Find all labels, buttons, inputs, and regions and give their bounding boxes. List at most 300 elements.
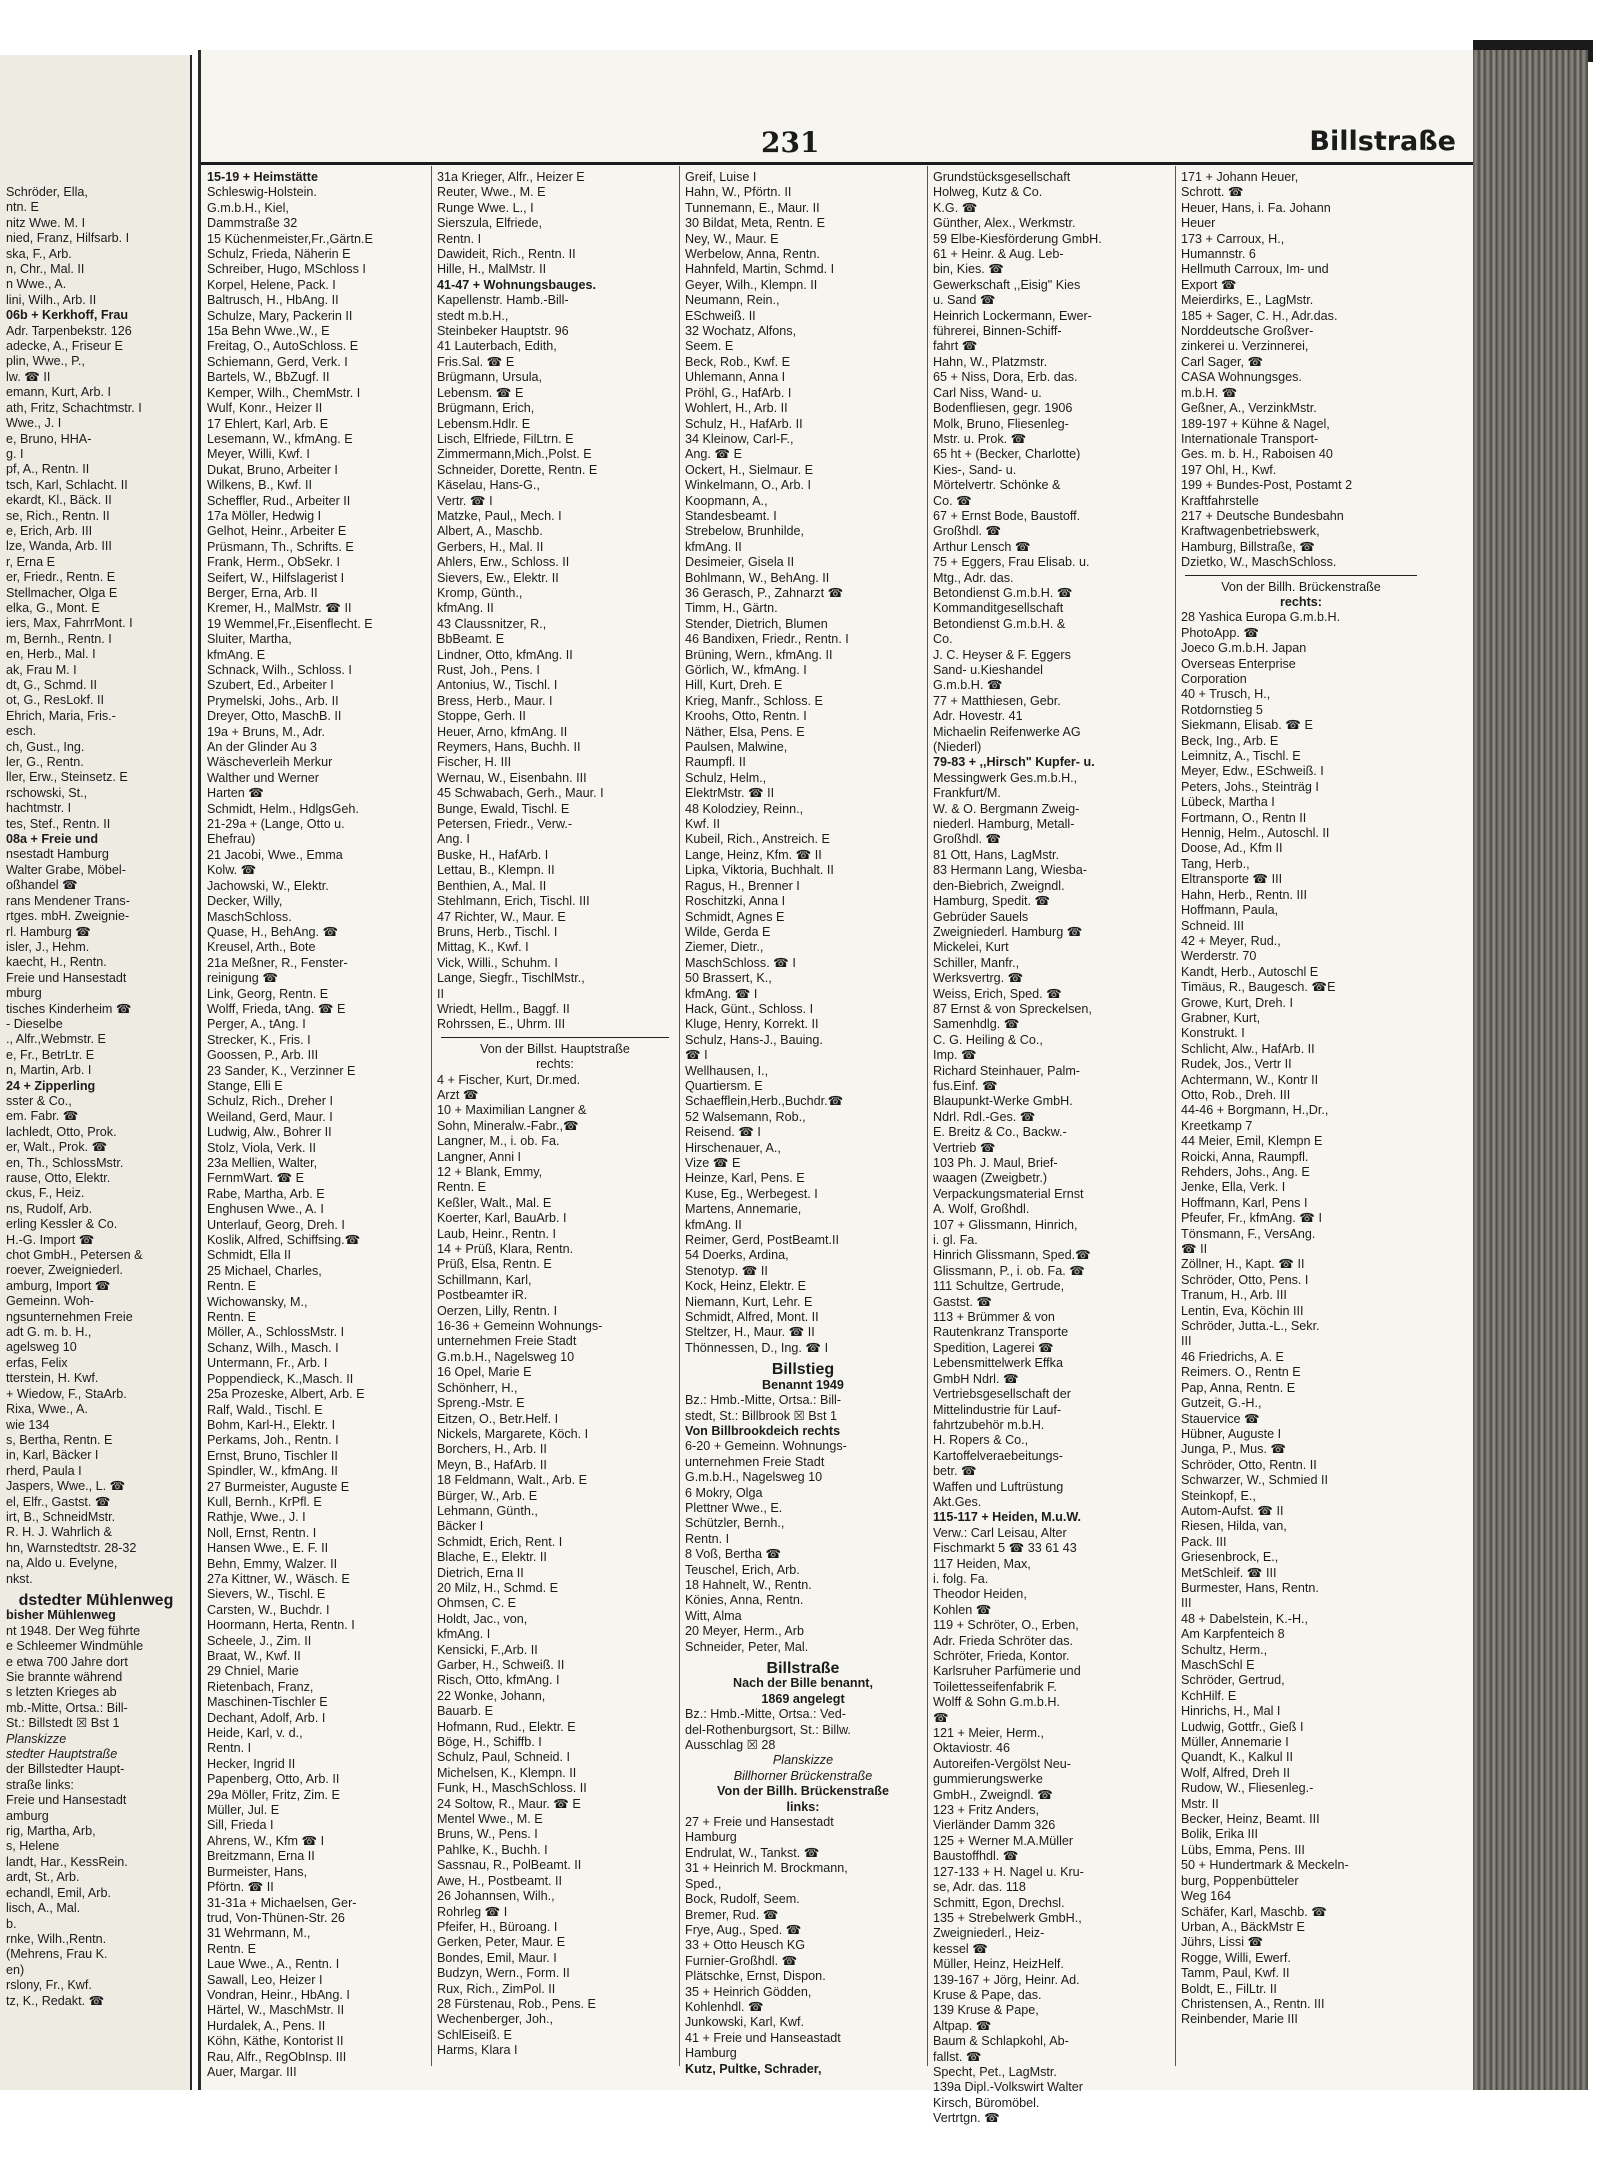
directory-entry: Meyn, B., HafArb. II: [437, 1457, 547, 1472]
directory-entry: Junga, P., Mus. ☎: [1181, 1442, 1287, 1457]
directory-entry: Rathje, Wwe., J. I: [207, 1510, 306, 1525]
directory-entry: Pap, Anna, Rentn. E: [1181, 1380, 1296, 1395]
directory-entry: Heuer, Hans, i. Fa. Johann: [1181, 200, 1331, 215]
directory-entry: Vertriebsgesellschaft der: [933, 1387, 1071, 1402]
directory-entry: Keßler, Walt., Mal. E: [437, 1195, 552, 1210]
directory-entry: Weiss, Erich, Sped. ☎: [933, 986, 1062, 1001]
directory-entry: Freie und Hansestadt: [6, 1793, 127, 1808]
directory-entry: ch, Gust., Ing.: [6, 739, 85, 754]
directory-entry: Fischmarkt 5 ☎ 33 61 43: [933, 1541, 1077, 1556]
directory-entry: Lübeck, Martha I: [1181, 795, 1275, 810]
directory-entry: Reimer, Gerd, PostBeamt.II: [685, 1233, 839, 1248]
directory-entry: 44 Meier, Emil, Klempn E: [1181, 1134, 1323, 1149]
directory-entry: Schulz, Paul, Schneid. I: [437, 1750, 571, 1765]
directory-entry: Mittelindustrie für Lauf-: [933, 1402, 1062, 1417]
directory-entry: Betondienst G.m.b.H. &: [933, 616, 1066, 631]
directory-entry: m, Bernh., Rentn. I: [6, 631, 112, 646]
directory-entry: 45 Schwabach, Gerh., Maur. I: [437, 786, 604, 801]
directory-entry: emann, Kurt, Arb. I: [6, 385, 111, 400]
directory-entry: el, Elfr., Gastst. ☎: [6, 1494, 111, 1509]
directory-entry: Wohlert, H., Arb. II: [685, 401, 788, 416]
directory-entry: Behn, Emmy, Walzer. II: [207, 1556, 338, 1571]
directory-entry: Lübs, Emma, Pens. III: [1181, 1842, 1305, 1857]
directory-entry: 36 Gerasch, P., Zahnarzt ☎: [685, 585, 844, 600]
directory-entry: Garber, H., Schweiß. II: [437, 1658, 565, 1672]
directory-entry: 12 + Blank, Emmy,: [437, 1165, 543, 1179]
directory-entry: 139a Dipl.-Volkswirt Walter: [933, 2080, 1084, 2095]
directory-entry: 18 Hahnelt, W., Rentn.: [685, 1577, 812, 1592]
directory-entry: Runge Wwe. L., I: [437, 200, 534, 215]
directory-entry: Freitag, O., AutoSchloss. E: [207, 339, 359, 354]
directory-entry: Krieg, Manfr., Schloss. E: [685, 693, 823, 708]
directory-entry: Corporation: [1181, 672, 1247, 686]
directory-entry: Boldt, E., FilLtr. II: [1181, 1981, 1277, 1996]
directory-entry: 46 Friedrichs, A. E: [1181, 1349, 1284, 1364]
directory-entry: na, Aldo u. Evelyne,: [6, 1556, 118, 1571]
directory-entry: Stolz, Viola, Verk. II: [207, 1140, 316, 1155]
directory-entry: 8 Voß, Bertha ☎: [685, 1547, 782, 1562]
directory-entry: 20 Meyer, Herm., Arb: [685, 1624, 804, 1639]
directory-entry: 20 Milz, H., Schmd. E: [437, 1580, 559, 1595]
directory-entry: Meierdirks, E., LagMstr.: [1181, 293, 1314, 308]
directory-entry: Schmidt, Alfred, Mont. II: [685, 1310, 819, 1325]
directory-entry: Wulf, Konr., Heizer II: [207, 401, 323, 416]
directory-entry: 29 Chniel, Marie: [207, 1664, 299, 1679]
directory-entry: KchHilf. E: [1181, 1688, 1237, 1703]
directory-entry: Imp. ☎: [933, 1048, 977, 1063]
directory-entry: Brügmann, Ursula,: [437, 370, 542, 385]
directory-entry: Schmidt, Agnes E: [685, 909, 785, 924]
column-divider: [927, 166, 928, 2066]
directory-entry: Reinbender, Marie III: [1181, 2012, 1298, 2027]
directory-entry: 77 + Matthiesen, Gebr.: [933, 693, 1061, 708]
directory-entry: Adr. Frieda Schröter das.: [933, 1633, 1073, 1648]
directory-entry: Kensicki, F.,Arb. II: [437, 1642, 538, 1657]
directory-entry: m.b.H. ☎: [1181, 385, 1238, 400]
directory-entry: Otto, Rob., Dreh. III: [1181, 1087, 1291, 1102]
directory-entry: 21a Meßner, R., Fenster-: [207, 955, 348, 970]
directory-entry: 35 + Heinrich Gödden,: [685, 1984, 812, 1999]
directory-entry: chot GmbH., Petersen &: [6, 1248, 143, 1263]
directory-entry: e Schleemer Windmühle: [6, 1639, 144, 1654]
directory-entry: 50 + Hundertmark & Meckeln-: [1181, 1858, 1349, 1873]
directory-entry: Mentel Wwe., M. E: [437, 1812, 543, 1827]
directory-entry: Ehefrau): [207, 832, 256, 847]
directory-entry: ntn. E: [6, 200, 39, 215]
directory-entry: Vierländer Damm 326: [933, 1818, 1056, 1833]
directory-entry: Hille, H., MalMstr. II: [437, 262, 547, 277]
directory-entry: 19a + Bruns, M., Adr.: [207, 724, 325, 739]
directory-entry: rslony, Fr., Kwf.: [6, 1978, 92, 1993]
directory-entry: Furnier-Großhdl. ☎: [685, 1953, 798, 1968]
directory-entry: Fischer, H. III: [437, 755, 512, 770]
directory-entry: Korpel, Helene, Pack. I: [207, 277, 336, 292]
directory-entry: J. C. Heyser & F. Eggers: [933, 647, 1071, 662]
directory-entry: Plätschke, Ernst, Dispon.: [685, 1969, 826, 1984]
directory-entry: Co. ☎: [933, 493, 972, 508]
directory-entry: Schröder, Gertrud,: [1181, 1673, 1285, 1688]
directory-entry: Heinze, Karl, Pens. E: [685, 1171, 805, 1186]
directory-entry: 103 Ph. J. Maul, Brief-: [933, 1156, 1058, 1170]
directory-entry: kfmAng. I: [437, 1627, 491, 1642]
directory-entry: Ernst, Bruno, Tischler II: [207, 1448, 338, 1463]
directory-entry: e, Erich, Arb. III: [6, 523, 93, 538]
directory-entry: Rau, Alfr., RegObInsp. III: [207, 2049, 347, 2064]
directory-entry: Tamm, Paul, Kwf. II: [1181, 1966, 1290, 1981]
directory-entry: Thönnessen, D., Ing. ☎ I: [685, 1340, 829, 1355]
directory-entry: 65 ht + (Becker, Charlotte): [933, 447, 1081, 462]
directory-entry: G.m.b.H. ☎: [933, 678, 1003, 693]
directory-entry: Steltzer, H., Maur. ☎ II: [685, 1325, 815, 1340]
directory-entry: 121 + Meier, Herm.,: [933, 1726, 1044, 1741]
directory-entry: Plettner Wwe., E.: [685, 1500, 783, 1515]
directory-entry: Kroohs, Otto, Rentn. I: [685, 709, 807, 724]
directory-entry: 41 + Freie und Hanseastadt: [685, 2030, 841, 2045]
directory-entry: pf, A., Rentn. II: [6, 462, 90, 477]
directory-entry: Mstr. II: [1181, 1796, 1219, 1811]
directory-entry: Hill, Kurt, Dreh. E: [685, 678, 783, 693]
section-rule: [1185, 575, 1417, 576]
directory-entry: Stehlmann, Erich, Tischl. III: [437, 894, 590, 909]
directory-entry: Sohn, Mineralw.-Fabr.,☎: [437, 1118, 579, 1133]
directory-entry: rans Mendener Trans-: [6, 893, 130, 908]
directory-entry: tz, K., Redakt. ☎: [6, 1993, 105, 2008]
directory-entry: Schmidt, Erich, Rent. I: [437, 1534, 563, 1549]
directory-entry: 28 Yashica Europa G.m.b.H.: [1181, 610, 1341, 625]
directory-entry: Hurdalek, A., Pens. II: [207, 2018, 326, 2033]
directory-entry: Riesen, Hilda, van,: [1181, 1519, 1287, 1534]
directory-entry: Rehders, Johs., Ang. E: [1181, 1165, 1310, 1179]
directory-entry: Böge, H., Schiffb. I: [437, 1735, 542, 1750]
directory-entry: Stauervice ☎: [1181, 1411, 1260, 1426]
column-divider: [1175, 166, 1176, 2066]
directory-entry: erling Kessler & Co.: [6, 1217, 118, 1232]
directory-entry: 127-133 + H. Nagel u. Kru-: [933, 1864, 1084, 1879]
directory-entry: isler, J., Hehm.: [6, 939, 90, 954]
directory-entry: Funk, H., MaschSchloss. II: [437, 1781, 587, 1796]
directory-entry: FernmWart. ☎ E: [207, 1171, 305, 1186]
directory-entry: em. Fabr. ☎: [6, 1109, 79, 1124]
directory-entry: Gewerkschaft ,,Eisig" Kies: [933, 277, 1081, 292]
directory-entry: Müller, Jul. E: [207, 1803, 280, 1818]
directory-entry: Lebensm. ☎ E: [437, 385, 524, 400]
directory-entry: Harten ☎: [207, 786, 264, 801]
directory-entry: Von der Billh. Brückenstraße: [717, 1784, 889, 1799]
directory-entry: Kock, Heinz, Elektr. E: [685, 1279, 807, 1294]
directory-entry: Heuer, Arno, kfmAng. II: [437, 724, 568, 739]
directory-entry: Scheffler, Rud., Arbeiter II: [207, 493, 351, 508]
directory-entry: Quartiersm. E: [685, 1078, 763, 1093]
directory-entry: Müller, Annemarie I: [1181, 1735, 1289, 1750]
directory-entry: Ahlers, Erw., Schloss. II: [437, 555, 570, 570]
directory-entry: 41-47 + Wohnungsbauges.: [437, 277, 596, 292]
directory-entry: ska, F., Arb.: [6, 246, 72, 261]
directory-entry: Wolff, Frieda, tAng. ☎ E: [207, 1001, 346, 1016]
directory-entry: G.m.b.H., Nagelsweg 10: [685, 1470, 823, 1485]
directory-entry: 6 Mokry, Olga: [685, 1485, 763, 1500]
directory-entry: en, Th., SchlossMstr.: [6, 1155, 124, 1170]
directory-entry: se, Rich., Rentn. II: [6, 508, 110, 523]
directory-entry: Lisch, Elfriede, FilLtrn. E: [437, 431, 574, 446]
directory-entry: Köhn, Käthe, Kontorist II: [207, 2034, 344, 2049]
directory-entry: Schultz, Herm.,: [1181, 1642, 1268, 1657]
directory-entry: Sluiter, Martha,: [207, 632, 292, 647]
directory-entry: 34 Kleinow, Carl-F.,: [685, 431, 794, 446]
directory-entry: Schrott. ☎: [1181, 185, 1244, 200]
directory-entry: Antonius, W., Tischl. I: [437, 678, 558, 693]
directory-entry: Gerken, Peter, Maur. E: [437, 1935, 566, 1950]
directory-entry: 79-83 + ,,Hirsch" Kupfer- u.: [933, 755, 1095, 770]
directory-entry: Messingwerk Ges.m.b.H.,: [933, 770, 1078, 785]
directory-entry: 23 Sander, K., Verzinner E: [207, 1063, 356, 1078]
directory-entry: H. Ropers & Co.,: [933, 1433, 1029, 1448]
directory-entry: 31a Krieger, Alfr., Heizer E: [437, 170, 585, 184]
directory-entry: Werksvertrg. ☎: [933, 971, 1024, 986]
directory-entry: fallst. ☎: [933, 2049, 982, 2064]
directory-entry: Billhorner Brückenstraße: [733, 1768, 873, 1783]
directory-entry: + Wiedow, F., StaArb.: [6, 1386, 127, 1401]
directory-entry: Härtel, W., MaschMstr. II: [207, 2003, 345, 2018]
directory-entry: 171 + Johann Heuer,: [1181, 170, 1299, 184]
directory-entry: Wäscheverleih Merkur: [207, 755, 333, 770]
directory-entry: Reimers. O., Rentn E: [1181, 1365, 1301, 1380]
directory-entry: s, Bertha, Rentn. E: [6, 1432, 113, 1447]
directory-entry: der Billstedter Haupt-: [6, 1762, 125, 1777]
directory-entry: 48 + Dabelstein, K.-H.,: [1181, 1611, 1309, 1626]
directory-entry: Jaspers, Wwe., L. ☎: [6, 1479, 126, 1494]
directory-entry: 135 + Strebelwerk GmbH.,: [933, 1910, 1082, 1925]
directory-entry: Rietenbach, Franz,: [207, 1679, 314, 1694]
directory-entry: Kreetkamp 7: [1181, 1118, 1253, 1133]
directory-entry: Steinkopf, E.,: [1181, 1488, 1256, 1503]
directory-entry: Koopmann, A.,: [685, 493, 768, 508]
directory-entry: Sill, Frieda I: [207, 1818, 274, 1833]
directory-entry: Seifert, W., Hilfslagerist I: [207, 570, 345, 585]
directory-entry: Hahn, Herb., Rentn. III: [1181, 887, 1307, 902]
directory-entry: 61 + Heinr. & Aug. Leb-: [933, 247, 1064, 262]
directory-entry: Ang. I: [437, 832, 470, 847]
directory-entry: n, Chr., Mal. II: [6, 262, 85, 277]
directory-entry: Eltransporte ☎ III: [1181, 872, 1283, 887]
directory-entry: Rudow, W., Fliesenleg.-: [1181, 1781, 1314, 1796]
directory-entry: Kommanditgesellschaft: [933, 601, 1064, 616]
directory-entry: Planskizze: [6, 1731, 67, 1746]
directory-entry: agelsweg 10: [6, 1340, 77, 1355]
directory-entry: amburg, Import ☎: [6, 1278, 111, 1293]
directory-entry: links:: [786, 1799, 820, 1814]
directory-entry: echandl, Emil, Arb.: [6, 1885, 111, 1900]
directory-entry: Nach der Bille benannt,: [733, 1676, 873, 1691]
directory-entry: Dammstraße 32: [207, 216, 298, 231]
directory-entry: Benannt 1949: [762, 1377, 844, 1392]
directory-entry: SchlEiseiß. E: [437, 2027, 512, 2042]
directory-entry: Achtermann, W., Kontr II: [1181, 1072, 1319, 1087]
directory-entry: rschowski, St.,: [6, 785, 88, 800]
directory-entry: ☎ II: [1181, 1242, 1208, 1257]
directory-entry: Dawideit, Rich., Rentn. II: [437, 247, 576, 262]
directory-entry: Junkowski, Karl, Kwf.: [685, 2015, 804, 2030]
directory-entry: Rentn. E: [437, 1180, 487, 1195]
directory-entry: Ahrens, W., Kfm ☎ I: [207, 1833, 325, 1848]
directory-entry: Blache, E., Elektr. II: [437, 1550, 547, 1565]
directory-entry: nsestadt Hamburg: [6, 847, 109, 862]
directory-entry: Langner, M., i. ob. Fa.: [437, 1134, 560, 1149]
directory-entry: C. G. Heiling & Co.,: [933, 1032, 1043, 1047]
directory-entry: Desimeier, Gisela II: [685, 555, 795, 570]
directory-entry: Hansen Wwe., E. F. II: [207, 1541, 329, 1556]
directory-entry: Schulz, H., HafArb. II: [685, 416, 803, 431]
directory-entry: Schiller, Manfr.,: [933, 955, 1020, 970]
directory-entry: Carl Sager, ☎: [1181, 354, 1264, 369]
directory-entry: Schneider, Dorette, Rentn. E: [437, 462, 598, 477]
directory-entry: lw. ☎ II: [6, 369, 51, 384]
directory-entry: Frye, Aug., Sped. ☎: [685, 1922, 802, 1937]
directory-entry: Schröder, Otto, Rentn. II: [1181, 1457, 1317, 1472]
directory-entry: del-Rothenburgsort, St.: Billw.: [685, 1722, 851, 1737]
directory-entry: Laub, Heinr., Rentn. I: [437, 1226, 557, 1241]
directory-entry: rnke, Wilh.,Rentn.: [6, 1931, 107, 1946]
directory-entry: Perkams, Joh., Rentn. I: [207, 1433, 339, 1448]
directory-entry: Quandt, K., Kalkul II: [1181, 1750, 1294, 1765]
directory-entry: Baltrusch, H., HbAng. II: [207, 293, 339, 308]
directory-entry: fus.Einf. ☎: [933, 1078, 998, 1093]
directory-entry: Kreusel, Arth., Bote: [207, 940, 316, 955]
directory-entry: Vondran, Heinr., HbAng. I: [207, 1987, 350, 2002]
directory-entry: tsch, Karl, Schlacht. II: [6, 477, 128, 492]
directory-entry: e, Fr., BetrLtr. E: [6, 1047, 95, 1062]
directory-entry: Tönsmann, F., VersAng.: [1181, 1226, 1316, 1241]
directory-entry: A. Wolf, Großhdl.: [933, 1202, 1030, 1217]
directory-entry: Sierszula, Elfriede,: [437, 216, 542, 231]
directory-entry: Ralf, Wald., Tischl. E: [207, 1402, 323, 1417]
directory-entry: Sievers, Ew., Elektr. II: [437, 570, 559, 585]
directory-entry: Bunge, Ewald, Tischl. E: [437, 801, 570, 816]
directory-entry: Pfeufer, Fr., kfmAng. ☎ I: [1181, 1211, 1322, 1226]
directory-entry: Seem. E: [685, 339, 734, 354]
directory-entry: Kutz, Pultke, Schrader,: [685, 2061, 822, 2076]
directory-entry: ler, G., Rentn.: [6, 755, 84, 770]
directory-entry: Bodenfliesen, gegr. 1906: [933, 401, 1073, 416]
directory-entry: Bürger, W., Arb. E: [437, 1488, 538, 1503]
directory-entry: Schulz, Helm.,: [685, 770, 767, 785]
directory-entry: Kubeil, Rich., Anstreich. E: [685, 832, 830, 847]
directory-entry: Burmeister, Hans,: [207, 1864, 308, 1879]
directory-entry: 31 + Heinrich M. Brockmann,: [685, 1861, 848, 1876]
directory-entry: er, Walt., Prok. ☎: [6, 1140, 108, 1155]
directory-entry: Waffen und Luftrüstung: [933, 1479, 1064, 1494]
directory-entry: Zweigniederl., Heiz-: [933, 1926, 1045, 1941]
directory-entry: W. & O. Bergmann Zweig-: [933, 801, 1080, 816]
directory-entry: Kemper, Wilh., ChemMstr. I: [207, 385, 361, 400]
directory-entry: 32 Wochatz, Alfons,: [685, 324, 797, 339]
directory-entry: lachledt, Otto, Prok.: [6, 1124, 117, 1139]
directory-entry: 25a Prozeske, Albert, Arb. E: [207, 1387, 365, 1402]
directory-entry: Görlich, W., kfmAng. I: [685, 663, 807, 677]
directory-entry: Großhdl. ☎: [933, 832, 1002, 847]
directory-entry: mburg: [6, 986, 42, 1001]
directory-entry: 113 + Brümmer & von: [933, 1310, 1055, 1325]
directory-entry: 27 + Freie und Hansestadt: [685, 1815, 834, 1830]
directory-entry: MaschSchloss. ☎ I: [685, 955, 796, 970]
column-divider: [679, 166, 680, 2066]
directory-entry: Dietrich, Erna II: [437, 1565, 524, 1580]
directory-entry: s, Helene: [6, 1839, 60, 1854]
directory-entry: Lesemann, W., kfmAng. E: [207, 431, 353, 446]
directory-entry: 18 Feldmann, Walt., Arb. E: [437, 1473, 588, 1488]
directory-entry: 28 Fürstenau, Rob., Pens. E: [437, 1996, 596, 2011]
directory-entry: Nickels, Margarete, Köch. I: [437, 1426, 589, 1441]
directory-entry: Budzyn, Wern., Form. II: [437, 1966, 570, 1981]
directory-entry: Bock, Rudolf, Seem.: [685, 1892, 800, 1907]
directory-entry: Glissmann, P., i. ob. Fa. ☎: [933, 1263, 1085, 1278]
directory-entry: Hoffmann, Karl, Pens I: [1181, 1195, 1308, 1210]
directory-entry: Großhdl. ☎: [933, 524, 1002, 539]
directory-entry: Becker, Heinz, Beamt. III: [1181, 1812, 1320, 1827]
directory-entry: ESchweiß. II: [685, 308, 756, 323]
directory-entry: plin, Wwe., P.,: [6, 354, 85, 369]
directory-entry: GmbH., Zweigndl. ☎: [933, 1787, 1053, 1802]
directory-entry: Schützler, Bernh.,: [685, 1516, 785, 1531]
directory-entry: fahrtzubehör m.b.H.: [933, 1417, 1045, 1432]
directory-entry: ardt, St., Arb.: [6, 1870, 80, 1885]
directory-entry: betr. ☎: [933, 1464, 977, 1479]
directory-entry: 87 Ernst & von Spreckelsen,: [933, 1001, 1092, 1016]
directory-entry: Papenberg, Otto, Arb. II: [207, 1772, 340, 1787]
directory-entry: Berger, Erna, Arb. II: [207, 585, 318, 600]
directory-entry: erfas, Felix: [6, 1355, 68, 1370]
directory-entry: 139 Kruse & Pape,: [933, 2003, 1039, 2018]
directory-entry: Ziemer, Dietr.,: [685, 940, 764, 955]
directory-entry: Bruns, Herb., Tischl. I: [437, 924, 558, 939]
directory-entry: Enghusen Wwe., A. I: [207, 1202, 324, 1217]
directory-entry: 33 + Otto Heusch KG: [685, 1938, 806, 1953]
directory-entry: Laue Wwe., A., Rentn. I: [207, 1957, 340, 1972]
directory-entry: Hoormann, Herta, Rentn. I: [207, 1618, 355, 1633]
directory-entry: irt, B., SchneidMstr.: [6, 1509, 116, 1524]
directory-entry: Kruse & Pape, das.: [933, 1987, 1042, 2002]
directory-entry: 185 + Sager, C. H., Adr.das.: [1181, 308, 1338, 323]
directory-entry: Ndrl. Rdl.-Ges. ☎: [933, 1109, 1036, 1124]
directory-entry: 43 Claussnitzer, R.,: [437, 616, 547, 631]
directory-entry: Lange, Siegfr., TischlMstr.,: [437, 971, 585, 986]
directory-entry: Roicki, Anna, Raumpfl.: [1181, 1149, 1309, 1164]
directory-entry: 107 + Glissmann, Hinrich,: [933, 1217, 1078, 1232]
directory-entry: Ockert, H., Sielmaur. E: [685, 462, 814, 477]
directory-entry: rig, Martha, Arb,: [6, 1824, 96, 1839]
directory-entry: Petersen, Friedr., Verw.-: [437, 817, 573, 832]
directory-entry: fahrt ☎: [933, 339, 978, 354]
directory-entry: rl. Hamburg ☎: [6, 924, 91, 939]
directory-entry: 189-197 + Kühne & Nagel,: [1181, 416, 1330, 431]
directory-entry: stedt m.b.H.,: [437, 308, 509, 323]
directory-entry: burg, Poppenbütteler: [1181, 1873, 1299, 1888]
directory-entry: Lindner, Otto, kfmAng. II: [437, 647, 573, 662]
directory-entry: Mstr. u. Prok. ☎: [933, 431, 1027, 446]
directory-entry: Strecker, K., Fris. I: [207, 1032, 311, 1047]
directory-entry: kfmAng. E: [207, 647, 266, 662]
directory-entry: 46 Bandixen, Friedr., Rentn. I: [685, 632, 849, 647]
directory-entry: III: [1181, 1334, 1192, 1349]
directory-entry: Timm, H., Gärtn.: [685, 601, 778, 616]
directory-entry: Fris.Sal. ☎ E: [437, 354, 515, 369]
directory-entry: 25 Michael, Charles,: [207, 1263, 322, 1278]
directory-entry: Schiemann, Gerd, Verk. I: [207, 354, 348, 369]
directory-entry: Pahlke, K., Buchh. I: [437, 1842, 548, 1857]
directory-entry: Baum & Schlapkohl, Ab-: [933, 2034, 1069, 2049]
directory-entry: gummierungswerke: [933, 1772, 1043, 1787]
directory-entry: Kohlenhdl. ☎: [685, 1999, 764, 2014]
directory-entry: Schmidt, Helm., HdlgsGeh.: [207, 801, 359, 816]
